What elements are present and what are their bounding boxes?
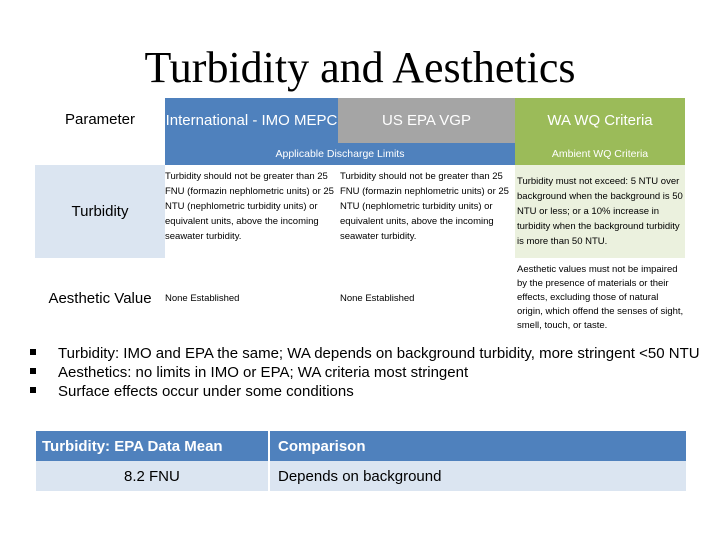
row-turbidity-epa <box>340 165 517 258</box>
bullet-square-icon <box>30 349 36 355</box>
comparison-value-right-text: Depends on background <box>278 467 442 485</box>
bullet-text: Aesthetics: no limits in IMO or EPA; WA criteria most stringent <box>58 364 469 381</box>
bullet-square-icon <box>30 368 36 374</box>
comparison-value-right <box>270 461 686 491</box>
header-parameter <box>35 98 165 141</box>
comparison-value-left <box>36 461 268 491</box>
row-aesthetic-epa-text: None Established <box>340 292 415 304</box>
header-wa <box>515 98 685 143</box>
header-epa <box>338 98 515 143</box>
subheader-ambient <box>515 143 685 165</box>
row-turbidity-label: Turbidity <box>71 203 129 220</box>
row-aesthetic-wa <box>515 258 685 338</box>
row-turbidity-imo-text: Turbidity should not be greater than 25 FNU (formazin nephlometric units) or 25 NTU (nephlometric turbidity units) or equivalent units, above the incoming seawater turbidity. <box>165 171 334 242</box>
bullet-square-icon <box>30 387 36 393</box>
bullet-text: Turbidity: IMO and EPA the same; WA depends on background turbidity, more stringent <50 NTU <box>58 345 700 362</box>
row-turbidity-wa <box>515 165 685 258</box>
header-imo <box>165 98 338 143</box>
comparison-header-right-label: Comparison <box>278 437 366 455</box>
bullet-item <box>30 382 700 401</box>
slide-title: Turbidity and Aesthetics <box>144 43 576 92</box>
subheader-ambient-label: Ambient WQ Criteria <box>551 148 649 160</box>
comparison-value-left-text: 8.2 FNU <box>124 467 180 485</box>
row-turbidity-wa-text: Turbidity must not exceed: 5 NTU over background when the background is 50 NTU or less; or a 10% increase in turbidity when the background turbidity is more than 50 NTU. <box>517 176 683 247</box>
row-aesthetic-imo <box>165 258 340 338</box>
header-imo-label: International - IMO MEPC <box>165 112 338 129</box>
header-wa-label: WA WQ Criteria <box>547 112 653 129</box>
comparison-header-left-label: Turbidity: EPA Data Mean <box>42 437 223 455</box>
comparison-header-left <box>36 431 268 461</box>
row-aesthetic-parameter <box>35 258 165 338</box>
bullet-list <box>30 344 700 401</box>
subheader-applicable-label: Applicable Discharge Limits <box>275 148 405 160</box>
row-aesthetic-imo-text: None Established <box>165 292 240 304</box>
row-aesthetic-epa <box>340 258 517 338</box>
subheader-applicable <box>165 143 515 165</box>
row-turbidity-parameter <box>35 165 165 258</box>
bullet-item <box>30 344 700 363</box>
row-turbidity-epa-text: Turbidity should not be greater than 25 FNU (formazin nephlometric units) or 25 NTU (nephlometric turbidity units) or equivalent units, above the incoming seawater turbidity. <box>340 171 509 242</box>
bullet-item <box>30 363 700 382</box>
row-aesthetic-label: Aesthetic Value <box>48 289 152 307</box>
row-aesthetic-wa-text: Aesthetic values must not be impaired by the presence of materials or their effects, excluding those of natural origin, which offend the senses of sight, smell, touch, or taste. <box>517 264 684 331</box>
header-parameter-label: Parameter <box>64 111 136 128</box>
comparison-header-right <box>270 431 686 461</box>
header-epa-label: US EPA VGP <box>382 112 471 129</box>
bullet-text: Surface effects occur under some conditions <box>58 383 354 400</box>
row-turbidity-imo <box>165 165 340 258</box>
